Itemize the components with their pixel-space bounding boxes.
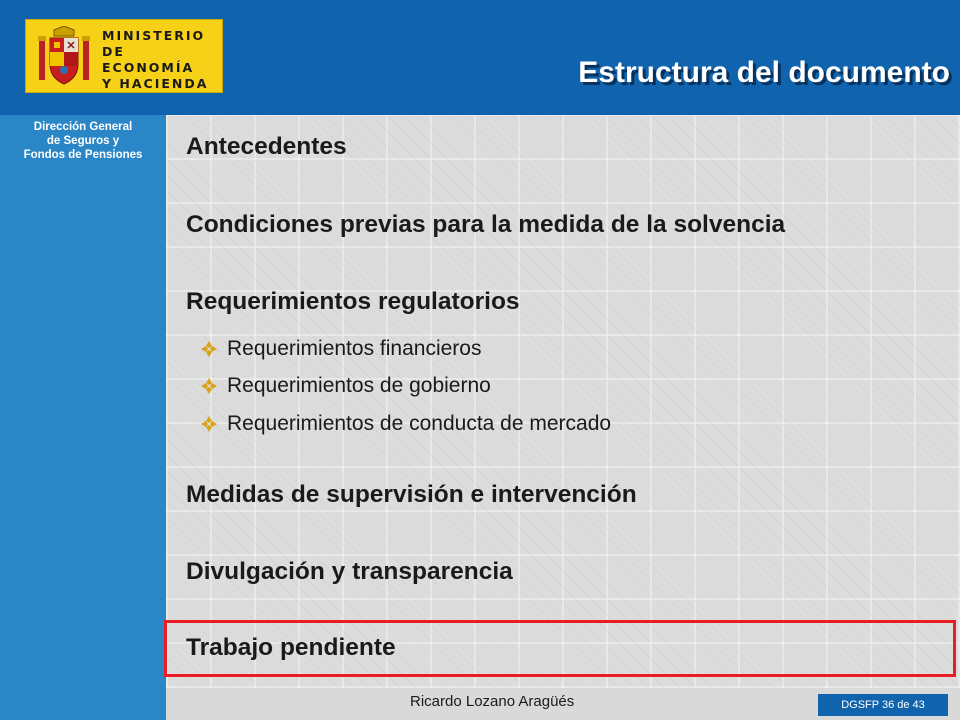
ministry-logo [25, 19, 223, 93]
slide-title: Estructura del documento [578, 56, 950, 89]
sub-item-label: Requerimientos de conducta de mercado [227, 412, 612, 435]
diamond-bullet-icon [200, 415, 218, 433]
sub-item-label: Requerimientos financieros [227, 337, 482, 360]
outline-item-medidas: Medidas de supervisión e intervención [186, 481, 637, 508]
diamond-bullet-icon [200, 340, 218, 358]
coat-of-arms-icon [36, 26, 92, 86]
ministry-line-1: MINISTERIO [102, 28, 206, 43]
sidebar-caption-line-2: de Seguros y [46, 135, 120, 147]
content-area [166, 115, 960, 688]
diamond-bullet-icon [200, 377, 218, 395]
outline-item-antecedentes: Antecedentes [186, 133, 347, 160]
ministry-name [102, 28, 222, 92]
sidebar-caption-line-3: Fondos de Pensiones [23, 149, 143, 161]
outline-item-trabajo-pendiente: Trabajo pendiente [186, 634, 396, 661]
sidebar-caption [0, 120, 166, 162]
outline-item-divulgacion: Divulgación y transparencia [186, 558, 513, 585]
ministry-line-2: DE ECONOMÍA [102, 44, 195, 75]
sidebar-caption-line-1: Dirección General [33, 121, 133, 133]
sub-item-conducta [200, 412, 611, 436]
outline-item-condiciones: Condiciones previas para la medida de la solvencia [186, 211, 786, 238]
outline-item-requerimientos: Requerimientos regulatorios [186, 288, 520, 315]
author-name: Ricardo Lozano Aragüés [410, 693, 575, 710]
ministry-line-3: Y HACIENDA [102, 76, 209, 91]
page-number-badge: DGSFP 36 de 43 [818, 694, 948, 716]
sub-item-financieros [200, 337, 481, 361]
sub-item-label: Requerimientos de gobierno [227, 374, 491, 397]
sub-item-gobierno [200, 374, 491, 398]
